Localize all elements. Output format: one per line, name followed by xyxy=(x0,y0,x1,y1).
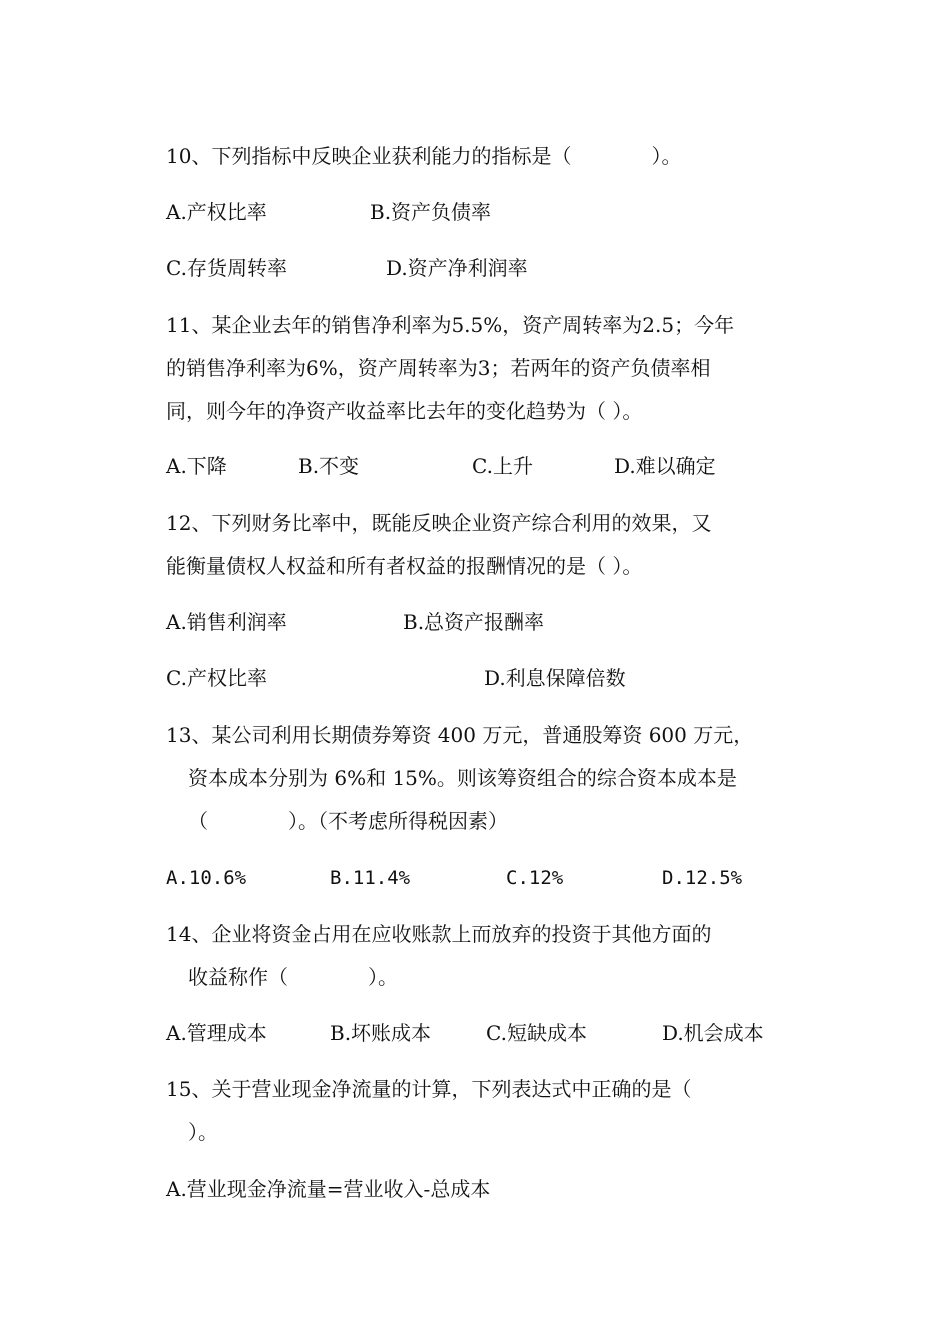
option-b: B.不变 xyxy=(298,454,360,478)
question-12-text-line-2: 能衡量债权人权益和所有者权益的报酬情况的是（ ）。 xyxy=(166,554,643,578)
question-10-text: 10、下列指标中反映企业获利能力的指标是（ ）。 xyxy=(166,144,682,168)
question-11-text-line-2: 的销售净利率为6%，资产周转率为3；若两年的资产负债率相 xyxy=(166,356,711,380)
option-a: A.销售利润率 xyxy=(166,610,287,634)
question-15-text-line-1: 15、关于营业现金净流量的计算，下列表达式中正确的是（ xyxy=(166,1077,692,1101)
option-d: D.难以确定 xyxy=(614,454,716,478)
option-b: B.坏账成本 xyxy=(330,1021,432,1045)
option-d: D.12.5% xyxy=(662,867,743,889)
question-14-text-line-1: 14、企业将资金占用在应收账款上而放弃的投资于其他方面的 xyxy=(166,922,712,946)
question-13-text-line-1: 13、某公司利用长期债券筹资 400 万元，普通股筹资 600 万元， xyxy=(166,723,754,747)
option-d: D.资产净利润率 xyxy=(386,256,528,280)
question-11-text-line-3: 同，则今年的净资产收益率比去年的变化趋势为（ ）。 xyxy=(166,399,643,423)
option-b: B.总资产报酬率 xyxy=(403,610,545,634)
option-d: D.利息保障倍数 xyxy=(484,666,626,690)
question-11-text-line-1: 11、某企业去年的销售净利率为5.5%，资产周转率为2.5；今年 xyxy=(166,313,735,337)
option-a: A.10.6% xyxy=(166,867,247,889)
question-15-text-line-2: ）。 xyxy=(188,1120,218,1144)
question-14-text-line-2: 收益称作（ ）。 xyxy=(188,965,398,989)
option-a: A.管理成本 xyxy=(166,1021,267,1045)
question-12-text-line-1: 12、下列财务比率中，既能反映企业资产综合利用的效果，又 xyxy=(166,511,712,535)
option-b: B.11.4% xyxy=(330,867,411,889)
option-c: C.短缺成本 xyxy=(486,1021,587,1045)
question-15-option-a: A.营业现金净流量=营业收入-总成本 xyxy=(166,1177,491,1201)
option-c: C.产权比率 xyxy=(166,666,267,690)
option-c: C.上升 xyxy=(472,454,533,478)
option-c: C.存货周转率 xyxy=(166,256,287,280)
option-c: C.12% xyxy=(506,867,564,889)
question-13-text-line-3: （ ）。（不考虑所得税因素） xyxy=(188,809,508,833)
option-d: D.机会成本 xyxy=(662,1021,764,1045)
option-a: A.下降 xyxy=(166,454,227,478)
option-b: B.资产负债率 xyxy=(370,200,492,224)
option-a: A.产权比率 xyxy=(166,200,267,224)
question-13-text-line-2: 资本成本分别为 6%和 15%。则该筹资组合的综合资本成本是 xyxy=(188,766,737,790)
